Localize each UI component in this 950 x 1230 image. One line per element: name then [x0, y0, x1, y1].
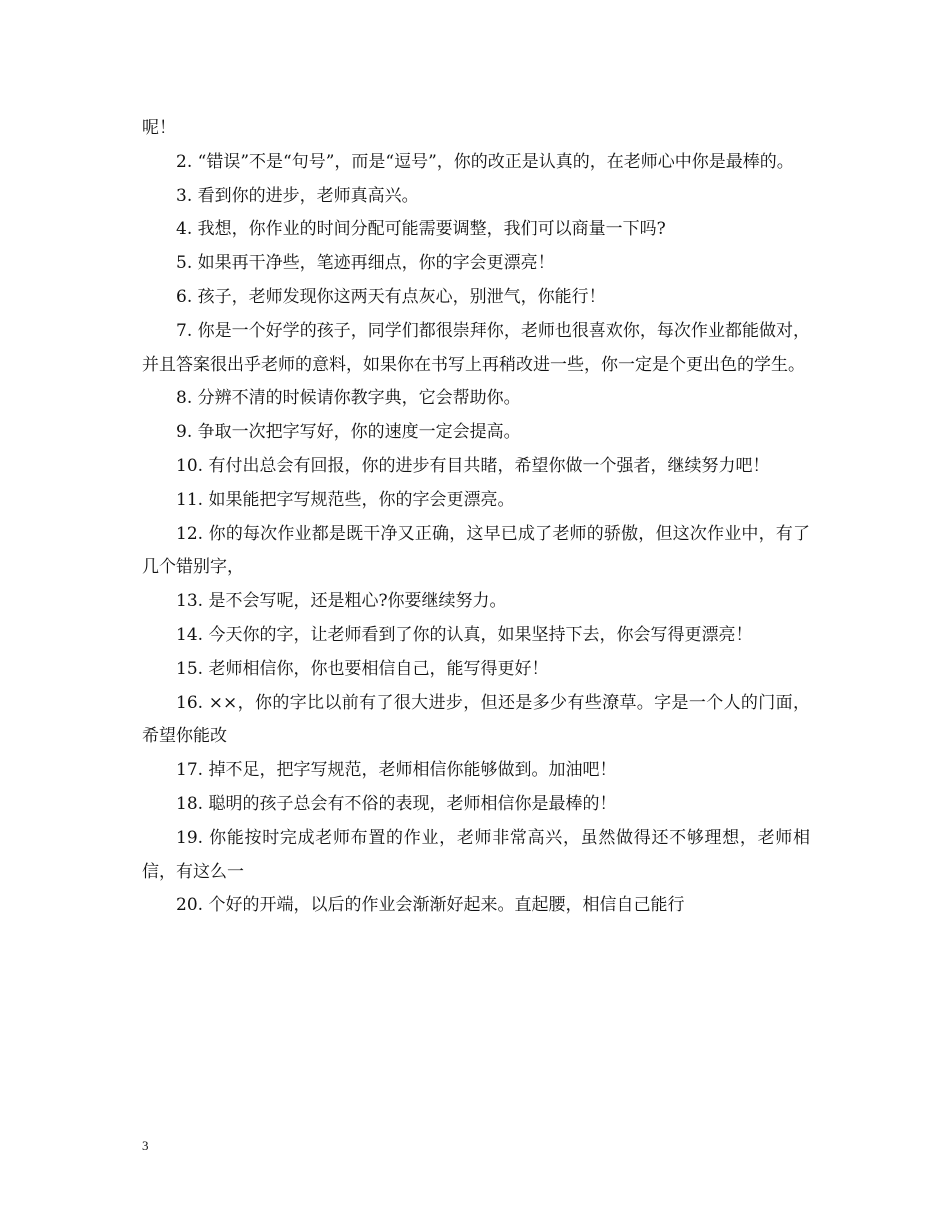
paragraph: 3. 看到你的进步，老师真高兴。: [176, 185, 419, 206]
paragraph: 13. 是不会写呢，还是粗心?你要继续努力。: [176, 591, 507, 612]
paragraph: 10. 有付出总会有回报，你的进步有目共睹，希望你做一个强者，继续努力吧！: [176, 455, 770, 476]
paragraph: 12. 你的每次作业都是既干净又正确，这早已成了老师的骄傲，但这次作业中，有了几个错别字，: [142, 523, 810, 578]
paragraph: 4. 我想，你作业的时间分配可能需要调整，我们可以商量一下吗?: [176, 219, 666, 240]
paragraph: 7. 你是一个好学的孩子，同学们都很崇拜你，老师也很喜欢你，每次作业都能做对，并且答案很出乎老师的意料，如果你在书写上再稍改进一些，你一定是个更出色的学生。: [142, 320, 810, 375]
paragraph: 18. 聪明的孩子总会有不俗的表现，老师相信你是最棒的！: [176, 793, 617, 814]
document-body: [142, 112, 810, 923]
paragraph: 8. 分辨不清的时候请你教字典，它会帮助你。: [176, 388, 521, 409]
paragraph: 11. 如果能把字写规范些，你的字会更漂亮。: [176, 489, 515, 510]
paragraph: 9. 争取一次把字写好，你的速度一定会提高。: [176, 422, 521, 443]
paragraph: 14. 今天你的字，让老师看到了你的认真，如果坚持下去，你会写得更漂亮！: [176, 624, 753, 645]
paragraph: 16. ××，你的字比以前有了很大进步，但还是多少有些潦草。字是一个人的门面，希望你能改: [142, 692, 810, 747]
paragraph: 15. 老师相信你，你也要相信自己，能写得更好！: [176, 658, 549, 679]
paragraph: 呢！: [142, 118, 176, 138]
paragraph: 20. 个好的开端，以后的作业会渐渐好起来。直起腰，相信自己能行: [176, 895, 685, 916]
paragraph: 19. 你能按时完成老师布置的作业，老师非常高兴，虽然做得还不够理想，老师相信，有这么一: [142, 827, 810, 882]
paragraph: 2. “错误”不是“句号”，而是“逗号”，你的改正是认真的，在老师心中你是最棒的。: [176, 151, 794, 172]
paragraph: 5. 如果再干净些，笔迹再细点，你的字会更漂亮！: [176, 253, 555, 274]
paragraph: 6. 孩子，老师发现你这两天有点灰心，别泄气，你能行！: [176, 286, 606, 307]
paragraph: 17. 掉不足，把字写规范，老师相信你能够做到。加油吧！: [176, 760, 617, 781]
page-number: 3: [142, 1138, 149, 1153]
